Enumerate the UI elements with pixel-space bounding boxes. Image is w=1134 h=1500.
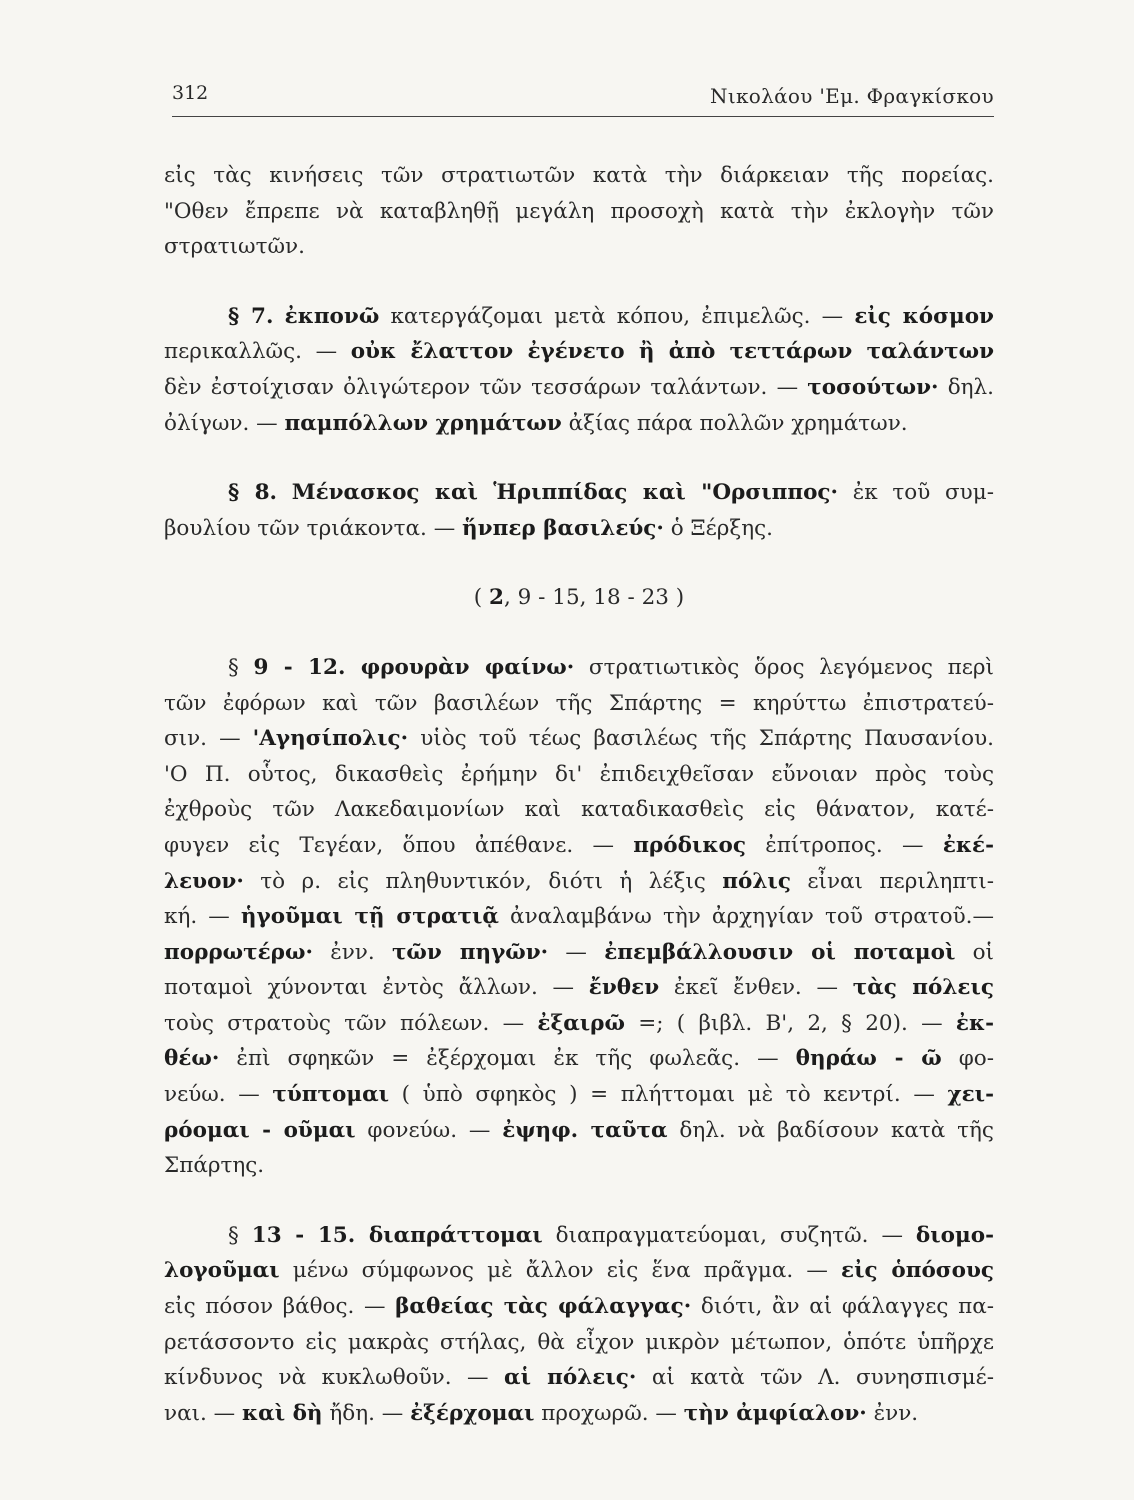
lemma: χει-	[947, 1082, 994, 1108]
text-line: κίνδυνος νὰ κυκλωθοῦν. — αἱ πόλεις· αἱ κατὰ τῶν Λ. συνησπισμέ-	[164, 1365, 994, 1391]
lemma: λευον·	[164, 868, 244, 894]
text-line: λογοῦμαι μένω σύμφωνος μὲ ἄλλον εἰς ἕνα πρᾶγμα. — εἰς ὁπόσους	[164, 1258, 995, 1284]
lemma: διομο-	[915, 1222, 995, 1248]
lemma: τὰς πόλεις	[852, 975, 994, 1001]
text-line: § 9 - 12. φρουρὰν φαίνω· στρατιωτικὸς ὅρος λεγόμενος περὶ	[228, 654, 994, 680]
text-line: τοὺς στρατοὺς τῶν πόλεων. — ἐξαιρῶ =; ( βιβλ. Β', 2, § 20). — ἐκ-	[164, 1010, 994, 1036]
lemma: τύπτομαι	[272, 1082, 390, 1108]
text-line: ποταμοὶ χύνονται ἐντὸς ἄλλων. — ἔνθεν ἐκεῖ ἔνθεν. — τὰς πόλεις	[164, 975, 994, 1001]
text-line: θέω· ἐπὶ σφηκῶν = ἐξέρχομαι ἐκ τῆς φωλεᾶς. — θηράω - ῶ φο-	[164, 1046, 994, 1072]
section-number: § 7.	[228, 303, 274, 329]
lemma: 13 - 15. διαπράττομαι	[251, 1222, 543, 1248]
lemma: Μένασκος καὶ Ἡριππίδας καὶ "Ορσιππος·	[291, 480, 838, 506]
lemma: αἱ πόλεις·	[504, 1365, 637, 1391]
lemma: 9 - 12. φρουρὰν φαίνω·	[253, 654, 575, 680]
text-line: § 8. Μένασκος καὶ Ἡριππίδας καὶ "Ορσιππος· ἐκ τοῦ συμ-	[228, 480, 994, 506]
lemma: ἐκπονῶ	[284, 303, 380, 329]
text-line: πορρωτέρω· ἐνν. τῶν πηγῶν· — ἐπεμβάλλουσιν οἱ ποταμοὶ οἱ	[164, 939, 994, 965]
section-9-12	[164, 650, 994, 1184]
text-line: νεύω. — τύπτομαι ( ὑπὸ σφηκὸς ) = πλήττομαι μὲ τὸ κεντρί. — χει-	[164, 1082, 994, 1108]
lemma: ἐξαιρῶ	[537, 1010, 625, 1036]
lemma: ἐκ-	[955, 1010, 994, 1036]
lemma: εἰς κόσμον	[854, 303, 994, 329]
text-line: στρατιωτῶν.	[164, 234, 305, 260]
lemma: παμπόλλων χρημάτων	[284, 410, 562, 436]
lemma: ἐξέρχομαι	[410, 1400, 535, 1426]
lemma: ἔνθεν	[588, 975, 660, 1001]
text-line: § 7. ἐκπονῶ κατεργάζομαι μετὰ κόπου, ἐπιμελῶς. — εἰς κόσμον	[228, 303, 994, 329]
lemma: ρόομαι - οῦμαι	[164, 1117, 356, 1143]
text-line: ( 2, 9 - 15, 18 - 23 )	[473, 585, 685, 611]
lemma: βαθείας τὰς φάλαγγας·	[395, 1294, 692, 1320]
text-line: φυγεν εἰς Τεγέαν, ὅπου ἀπέθανε. — πρόδικος ἐπίτροπος. — ἐκέ-	[164, 832, 994, 858]
paragraph-intro	[164, 158, 994, 265]
text-line: ναι. — καὶ δὴ ἤδη. — ἐξέρχομαι προχωρῶ. — τὴν ἀμφίαλον· ἐνν.	[164, 1400, 919, 1426]
text-line: σιν. — 'Αγησίπολις· υἱὸς τοῦ τέως βασιλέως τῆς Σπάρτης Παυσανίου.	[164, 726, 994, 752]
lemma: ἥνπερ βασιλεύς·	[462, 515, 664, 541]
text-line: ἐχθροὺς τῶν Λακεδαιμονίων καὶ καταδικασθεὶς εἰς θάνατον, κατέ-	[164, 797, 994, 823]
lemma: ἐκέ-	[942, 832, 994, 858]
text-line: § 13 - 15. διαπράττομαι διαπραγματεύομαι, συζητῶ. — διομο-	[228, 1222, 995, 1248]
lemma: λογοῦμαι	[164, 1258, 280, 1284]
text-line: ρετάσσοντο εἰς μακρὰς στήλας, θὰ εἶχον μικρὸν μέτωπον, ὁπότε ὑπῆρχε	[164, 1329, 994, 1355]
section-13-15	[164, 1218, 994, 1432]
lemma: οὐκ ἔλαττον ἐγένετο ἢ ἀπὸ τεττάρων ταλάντων	[350, 339, 995, 365]
lemma: τῶν πηγῶν·	[391, 939, 549, 965]
text-line: ὀλίγων. — παμπόλλων χρημάτων ἀξίας πάρα πολλῶν χρημάτων.	[164, 410, 908, 436]
text-line: κή. — ἡγοῦμαι τῇ στρατιᾷ ἀναλαμβάνω τὴν ἀρχηγίαν τοῦ στρατοῦ.—	[164, 904, 994, 930]
lemma: 'Αγησίπολις·	[252, 726, 409, 752]
lemma: ἐπεμβάλλουσιν οἱ ποταμοὶ	[604, 939, 956, 965]
section-number: § 8.	[228, 480, 278, 506]
text-line: Σπάρτης.	[164, 1153, 265, 1179]
section-8	[164, 475, 994, 546]
chapter-reference	[164, 580, 994, 616]
text-line: περικαλλῶς. — οὐκ ἔλαττον ἐγένετο ἢ ἀπὸ τεττάρων ταλάντων	[164, 339, 995, 365]
text-line: εἰς τὰς κινήσεις τῶν στρατιωτῶν κατὰ τὴν διάρκειαν τῆς πορείας.	[164, 163, 994, 188]
lemma: ἡγοῦμαι τῇ στρατιᾷ	[240, 904, 499, 930]
text-line: τῶν ἐφόρων καὶ τῶν βασιλέων τῆς Σπάρτης = κηρύττω ἐπιστρατεύ-	[164, 690, 994, 716]
lemma: πορρωτέρω·	[164, 939, 313, 965]
lemma: τοσούτων·	[807, 374, 939, 400]
page-header	[172, 82, 994, 117]
lemma: τὴν ἀμφίαλον·	[683, 1400, 867, 1426]
text-line: ρόομαι - οῦμαι φονεύω. — ἐψηφ. ταῦτα δηλ. νὰ βαδίσουν κατὰ τῆς	[164, 1117, 994, 1143]
text-line: λευον· τὸ ρ. εἰς πληθυντικόν, διότι ἡ λέξις πόλις εἶναι περιληπτι-	[164, 868, 994, 894]
lemma: θηράω - ῶ	[795, 1046, 942, 1072]
text-line: βουλίου τῶν τριάκοντα. — ἥνπερ βασιλεύς· ὁ Ξέρξης.	[164, 515, 774, 541]
lemma: εἰς ὁπόσους	[841, 1258, 995, 1284]
lemma: πρόδικος	[633, 832, 746, 858]
lemma: θέω·	[164, 1046, 220, 1072]
page-number: 312	[172, 82, 209, 104]
chapter-number: 2	[489, 585, 504, 611]
text-line: εἰς πόσον βάθος. — βαθείας τὰς φάλαγγας· διότι, ἂν αἱ φάλαγγες πα-	[164, 1294, 994, 1320]
commentary-text	[164, 158, 994, 1465]
text-line: δὲν ἐστοίχισαν ὀλιγώτερον τῶν τεσσάρων ταλάντων. — τοσούτων· δηλ.	[164, 374, 995, 400]
running-head: Νικολάου 'Εμ. Φραγκίσκου	[710, 84, 994, 108]
lemma: ἐψηφ. ταῦτα	[502, 1117, 668, 1143]
text-line: "Οθεν ἔπρεπε νὰ καταβληθῇ μεγάλη προσοχὴ κατὰ τὴν ἐκλογὴν τῶν	[164, 198, 994, 224]
lemma: καὶ δὴ	[242, 1400, 323, 1426]
text-line: 'Ο Π. οὗτος, δικασθεὶς ἐρήμην δι' ἐπιδειχθεῖσαν εὔνοιαν πρὸς τοὺς	[164, 761, 994, 787]
lemma: πόλις	[722, 868, 791, 894]
section-7	[164, 299, 994, 441]
